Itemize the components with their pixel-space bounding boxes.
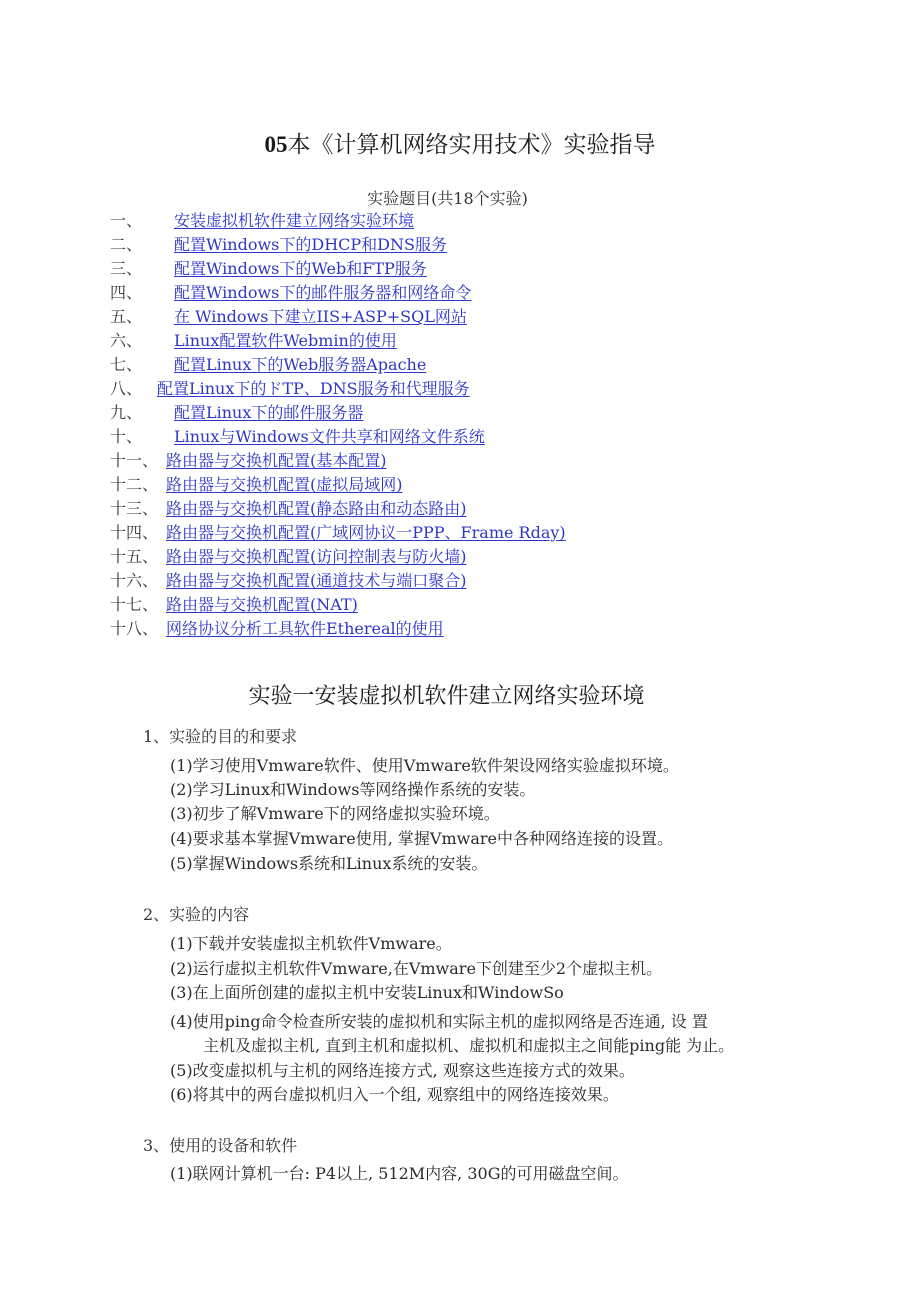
toc-item (110, 209, 810, 233)
list-item: (4)要求基本掌握Vmware使用, 掌握Vmware中各种网络连接的设置。 (170, 829, 673, 848)
toc-item-number: 一、 (110, 211, 143, 230)
section-heading: 实验一安装虚拟机软件建立网络实验环境 (248, 684, 645, 709)
toc-item (110, 473, 810, 497)
toc-item (110, 233, 810, 257)
toc-item (110, 545, 810, 569)
toc-item-number: 五、 (110, 307, 143, 326)
toc-item (110, 425, 810, 449)
toc-item-number: 三、 (110, 259, 143, 278)
toc-item-number: 八、 (110, 379, 143, 398)
toc-link[interactable]: 路由器与交换机配置(虚拟局域网) (166, 475, 403, 494)
toc-item-number: 十、 (110, 427, 143, 446)
toc-heading: 实验题目(共18个实验) (367, 189, 528, 208)
table-of-contents (110, 209, 810, 641)
toc-item-number: 十一、 (110, 451, 159, 470)
title-number: 05 (264, 132, 288, 157)
toc-link[interactable]: Linux配置软件Webmin的使用 (174, 331, 397, 350)
toc-link[interactable]: 路由器与交换机配置(静态路由和动态路由) (166, 499, 467, 518)
toc-item-number: 十二、 (110, 475, 159, 494)
toc-link[interactable]: 网络协议分析工具软件Ethereal的使用 (166, 619, 444, 638)
title-text: 本《计算机网络实用技术》实验指导 (287, 132, 656, 158)
toc-link[interactable]: 路由器与交换机配置(NAT) (166, 595, 358, 614)
list-item: (3)在上面所创建的虚拟主机中安装Linux和WindowSo (170, 983, 564, 1002)
toc-item (110, 449, 810, 473)
list-item: (3)初步了解Vmware下的网络虚拟实验环境。 (170, 804, 500, 823)
toc-item-number: 四、 (110, 283, 143, 302)
toc-link[interactable]: 路由器与交换机配置(通道技术与端口聚合) (166, 571, 467, 590)
list-item: (6)将其中的两台虚拟机归入一个组, 观察组中的网络连接效果。 (170, 1085, 619, 1104)
toc-item (110, 257, 810, 281)
toc-link[interactable]: 在 Windows下建立IIS+ASP+SQL网站 (174, 307, 467, 326)
subsection-title: 3、使用的设备和软件 (143, 1136, 298, 1155)
toc-link[interactable]: 配置Linux下的邮件服务器 (174, 403, 364, 422)
toc-item-number: 十四、 (110, 523, 159, 542)
toc-link[interactable]: 路由器与交换机配置(广域网协议一PPP、Frame Rday) (166, 523, 566, 542)
toc-link[interactable]: 配置Windows下的邮件服务器和网络命令 (174, 283, 472, 302)
toc-item (110, 401, 810, 425)
subsection-title: 1、实验的目的和要求 (143, 727, 298, 746)
toc-item (110, 497, 810, 521)
toc-item-number: 十七、 (110, 595, 159, 614)
list-item: (2)运行虚拟主机软件Vmware,在Vmware下创建至少2个虚拟主机。 (170, 959, 663, 978)
subsection-title: 2、实验的内容 (143, 905, 250, 924)
toc-item (110, 353, 810, 377)
list-item-continuation: 主机及虚拟主机, 直到主机和虚拟机、虚拟机和虚拟主之间能ping能 为止。 (203, 1036, 735, 1055)
toc-item (110, 329, 810, 353)
toc-item-number: 十六、 (110, 571, 159, 590)
toc-item-number: 十五、 (110, 547, 159, 566)
toc-link[interactable]: 路由器与交换机配置(访问控制表与防火墙) (166, 547, 467, 566)
list-item: (1)联网计算机一台: P4以上, 512M内容, 30G的可用磁盘空间。 (170, 1164, 629, 1183)
toc-link[interactable]: 配置Linux下的Web服务器Apache (174, 355, 427, 374)
list-item: (4)使用ping命令检查所安装的虚拟机和实际主机的虚拟网络是否连通, 设 置 (170, 1012, 708, 1031)
list-item: (2)学习Linux和Windows等网络操作系统的安装。 (170, 780, 536, 799)
toc-item-number: 十三、 (110, 499, 159, 518)
list-item: (1)下载并安装虚拟主机软件Vmware。 (170, 934, 452, 953)
toc-item (110, 305, 810, 329)
toc-item-number: 六、 (110, 331, 143, 350)
toc-item (110, 593, 810, 617)
toc-item-number: 七、 (110, 355, 143, 374)
toc-link[interactable]: Linux与Windows文件共享和网络文件系统 (174, 427, 485, 446)
page-title (0, 126, 920, 159)
list-item: (5)掌握Windows系统和Linux系统的安装。 (170, 854, 488, 873)
toc-item (110, 521, 810, 545)
toc-link[interactable]: 路由器与交换机配置(基本配置) (166, 451, 387, 470)
toc-link[interactable]: 配置Windows下的Web和FTP服务 (174, 259, 427, 278)
toc-item-number: 十八、 (110, 619, 159, 638)
toc-item-number: 九、 (110, 403, 143, 422)
list-item: (5)改变虚拟机与主机的网络连接方式, 观察这些连接方式的效果。 (170, 1061, 635, 1080)
toc-link[interactable]: 配置Linux下的ドTP、DNS服务和代理服务 (157, 379, 470, 398)
list-item: (1)学习使用Vmware软件、使用Vmware软件架设网络实验虚拟环境。 (170, 756, 679, 775)
toc-link[interactable]: 安装虚拟机软件建立网络实验环境 (174, 211, 415, 230)
toc-item-number: 二、 (110, 235, 143, 254)
toc-item (110, 281, 810, 305)
toc-item (110, 617, 810, 641)
toc-item (110, 377, 810, 401)
toc-item (110, 569, 810, 593)
toc-link[interactable]: 配置Windows下的DHCP和DNS服务 (174, 235, 447, 254)
